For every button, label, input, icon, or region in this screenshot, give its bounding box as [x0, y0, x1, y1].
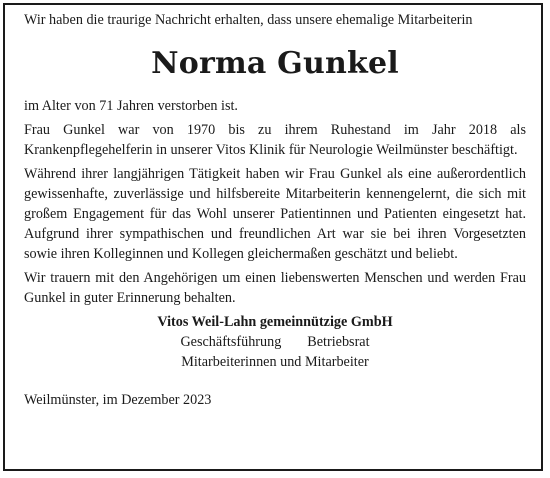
- intro-text: Wir haben die traurige Nachricht erhalten, dass unsere ehemalige Mitarbeiterin: [24, 12, 473, 28]
- obituary-notice: [24, 10, 526, 410]
- signature-block: [24, 312, 526, 372]
- signature-staff: Mitarbeiterinnen und Mitarbeiter: [181, 354, 369, 370]
- place-and-date: Weilmünster, im Dezember 2023: [24, 392, 212, 408]
- mourning-paragraph: Wir trauern mit den Angehörigen um einen liebenswerten Menschen und werden Frau Gunkel in guter Erinnerung behalten.: [24, 270, 526, 306]
- employment-paragraph: Frau Gunkel war von 1970 bis zu ihrem Ruhestand im Jahr 2018 als Krankenpflegehelferin in unserer Vitos Klinik für Neurologie Weilmünster beschäftigt.: [24, 122, 526, 158]
- signature-row: [24, 332, 526, 352]
- signature-works-council: Betriebsrat: [307, 334, 370, 350]
- deceased-name: Norma Gunkel: [151, 46, 399, 81]
- signature-organization: Vitos Weil-Lahn gemeinnützige GmbH: [157, 314, 393, 330]
- signature-management: Geschäftsführung: [180, 334, 282, 350]
- tribute-paragraph: Während ihrer langjährigen Tätigkeit haben wir Frau Gunkel als eine außerordentlich gewissenhafte, zuverlässige und hilfsbereite Mitarbeiterin kennengelernt, die sich mit großem Engagement für das Wohl unserer Patientinnen und Patienten eingesetzt hat. Aufgrund ihrer sympathischen und freundlichen Art war sie bei ihren Vorgesetzten sowie ihren Kolleginnen und Kollegen gleichermaßen geschätzt und beliebt.: [24, 166, 526, 262]
- age-line: im Alter von 71 Jahren verstorben ist.: [24, 98, 238, 114]
